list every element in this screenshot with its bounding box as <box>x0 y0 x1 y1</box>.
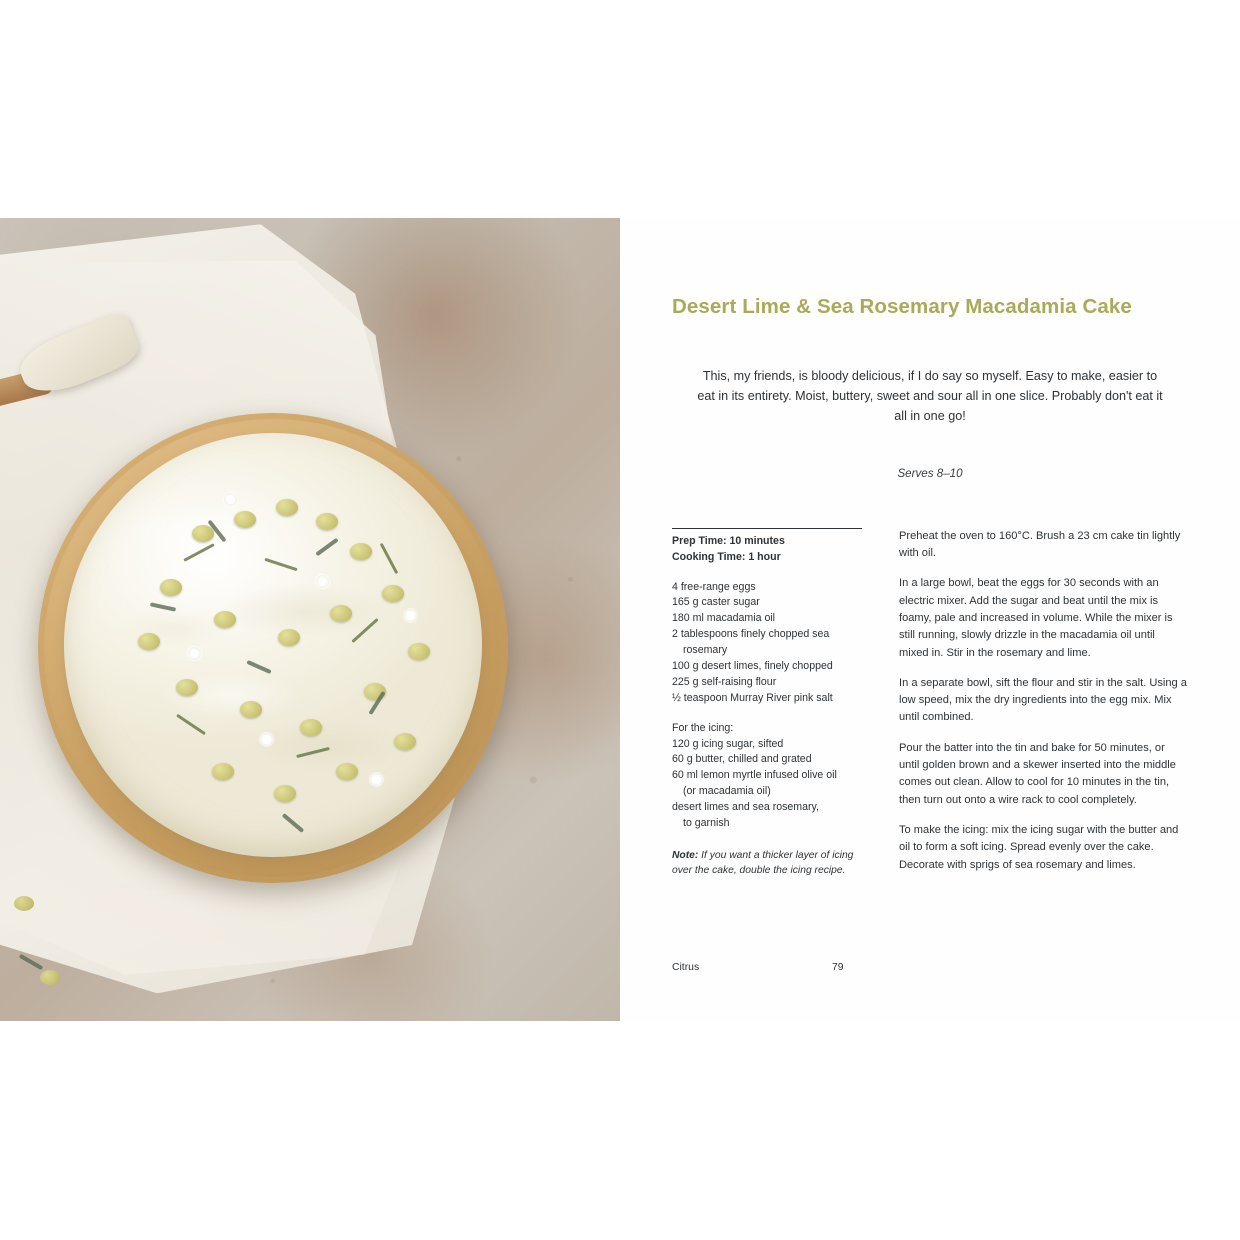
lime-garnish <box>316 513 338 530</box>
edible-flower <box>224 493 237 506</box>
icing-ingredient-item: desert limes and sea rosemary, <box>672 801 819 814</box>
lime-garnish <box>276 499 298 516</box>
lime-garnish <box>382 585 404 602</box>
stray-lime <box>40 970 60 985</box>
lime-garnish <box>192 525 214 542</box>
ingredient-item: 100 g desert limes, finely chopped <box>672 660 833 673</box>
edible-flower <box>404 609 417 622</box>
recipe-note <box>672 848 862 879</box>
lime-garnish <box>330 605 352 622</box>
cake <box>38 413 508 883</box>
stray-lime <box>14 896 34 911</box>
edible-flower <box>370 773 383 786</box>
lime-garnish <box>160 579 182 596</box>
ingredient-item: 225 g self-raising flour <box>672 675 777 688</box>
cake-icing <box>64 433 482 857</box>
method-step: Pour the batter into the tin and bake for 50 minutes, or until golden brown and a skewer inserted into the middle comes out clean. Allow to cool for 10 minutes in the tin, then turn out onto a wire rack to cool completely. <box>899 741 1176 806</box>
lime-garnish <box>212 763 234 780</box>
lime-garnish <box>394 733 416 750</box>
lime-garnish <box>274 785 296 802</box>
ingredient-item: 4 free-range eggs <box>672 580 756 593</box>
ingredient-item-continuation: rosemary <box>683 644 728 657</box>
lime-garnish <box>300 719 322 736</box>
ingredient-item: 165 g caster sugar <box>672 596 760 609</box>
lime-garnish <box>176 679 198 696</box>
prep-time: Prep Time: 10 minutes <box>672 534 785 547</box>
book-spread <box>0 218 1240 1021</box>
method-step: To make the icing: mix the icing sugar with the butter and oil to form a soft icing. Spread evenly over the cake. Decorate with sprigs of sea rosemary and limes. <box>899 823 1179 871</box>
lime-garnish <box>138 633 160 650</box>
recipe-photo <box>0 218 620 1021</box>
icing-ingredient-item-continuation: (or macadamia oil) <box>683 785 771 798</box>
method-step: In a separate bowl, sift the flour and stir in the salt. Using a low speed, mix the dry ingredients into the egg mix. Mix until combined. <box>899 676 1187 724</box>
ingredients-column <box>672 528 862 879</box>
lime-garnish <box>408 643 430 660</box>
edible-flower <box>260 733 273 746</box>
edible-flower <box>188 647 201 660</box>
icing-ingredient-item-continuation: to garnish <box>683 817 730 830</box>
lime-garnish <box>240 701 262 718</box>
footer-chapter: Citrus <box>672 962 700 973</box>
note-text: If you want a thicker layer of icing over the cake, double the icing recipe. <box>672 849 854 877</box>
lime-garnish <box>214 611 236 628</box>
note-label: Note: <box>672 849 699 861</box>
footer-page-number: 79 <box>832 962 844 973</box>
lime-garnish <box>336 763 358 780</box>
lime-garnish <box>234 511 256 528</box>
page-footer <box>672 962 1188 973</box>
icing-ingredient-item: 120 g icing sugar, sifted <box>672 737 784 750</box>
icing-ingredients-list <box>672 721 862 832</box>
cooking-time: Cooking Time: 1 hour <box>672 550 781 563</box>
lime-garnish <box>350 543 372 560</box>
serves-label: Serves 8–10 <box>897 466 963 480</box>
icing-ingredient-item: 60 g butter, chilled and grated <box>672 753 812 766</box>
ingredient-item: ½ teaspoon Murray River pink salt <box>672 691 833 704</box>
method-step: In a large bowl, beat the eggs for 30 seconds with an electric mixer. Add the sugar and beat until the mix is foamy, pale and increased in volume. While the mixer is still running, slowly drizzle in the macadamia oil until mixed in. Stir in the rosemary and lime. <box>899 577 1173 659</box>
recipe-page <box>620 218 1240 1021</box>
edible-flower <box>316 575 329 588</box>
times-block <box>672 528 862 566</box>
method-column <box>899 528 1187 879</box>
ingredients-list <box>672 580 862 707</box>
lime-garnish <box>278 629 300 646</box>
recipe-title: Desert Lime & Sea Rosemary Macadamia Cake <box>672 295 1132 318</box>
method-step: Preheat the oven to 160°C. Brush a 23 cm cake tin lightly with oil. <box>899 529 1181 560</box>
recipe-intro: This, my friends, is bloody delicious, if I do say so myself. Easy to make, easier to eat in its entirety. Moist, buttery, sweet and sour all in one slice. Probably don't eat it all in one go! <box>697 368 1163 424</box>
icing-heading: For the icing: <box>672 721 734 734</box>
ingredient-item: 180 ml macadamia oil <box>672 612 776 625</box>
icing-ingredient-item: 60 ml lemon myrtle infused olive oil <box>672 769 837 782</box>
ingredient-item: 2 tablespoons finely chopped sea <box>672 628 830 641</box>
recipe-body-columns <box>672 528 1188 879</box>
